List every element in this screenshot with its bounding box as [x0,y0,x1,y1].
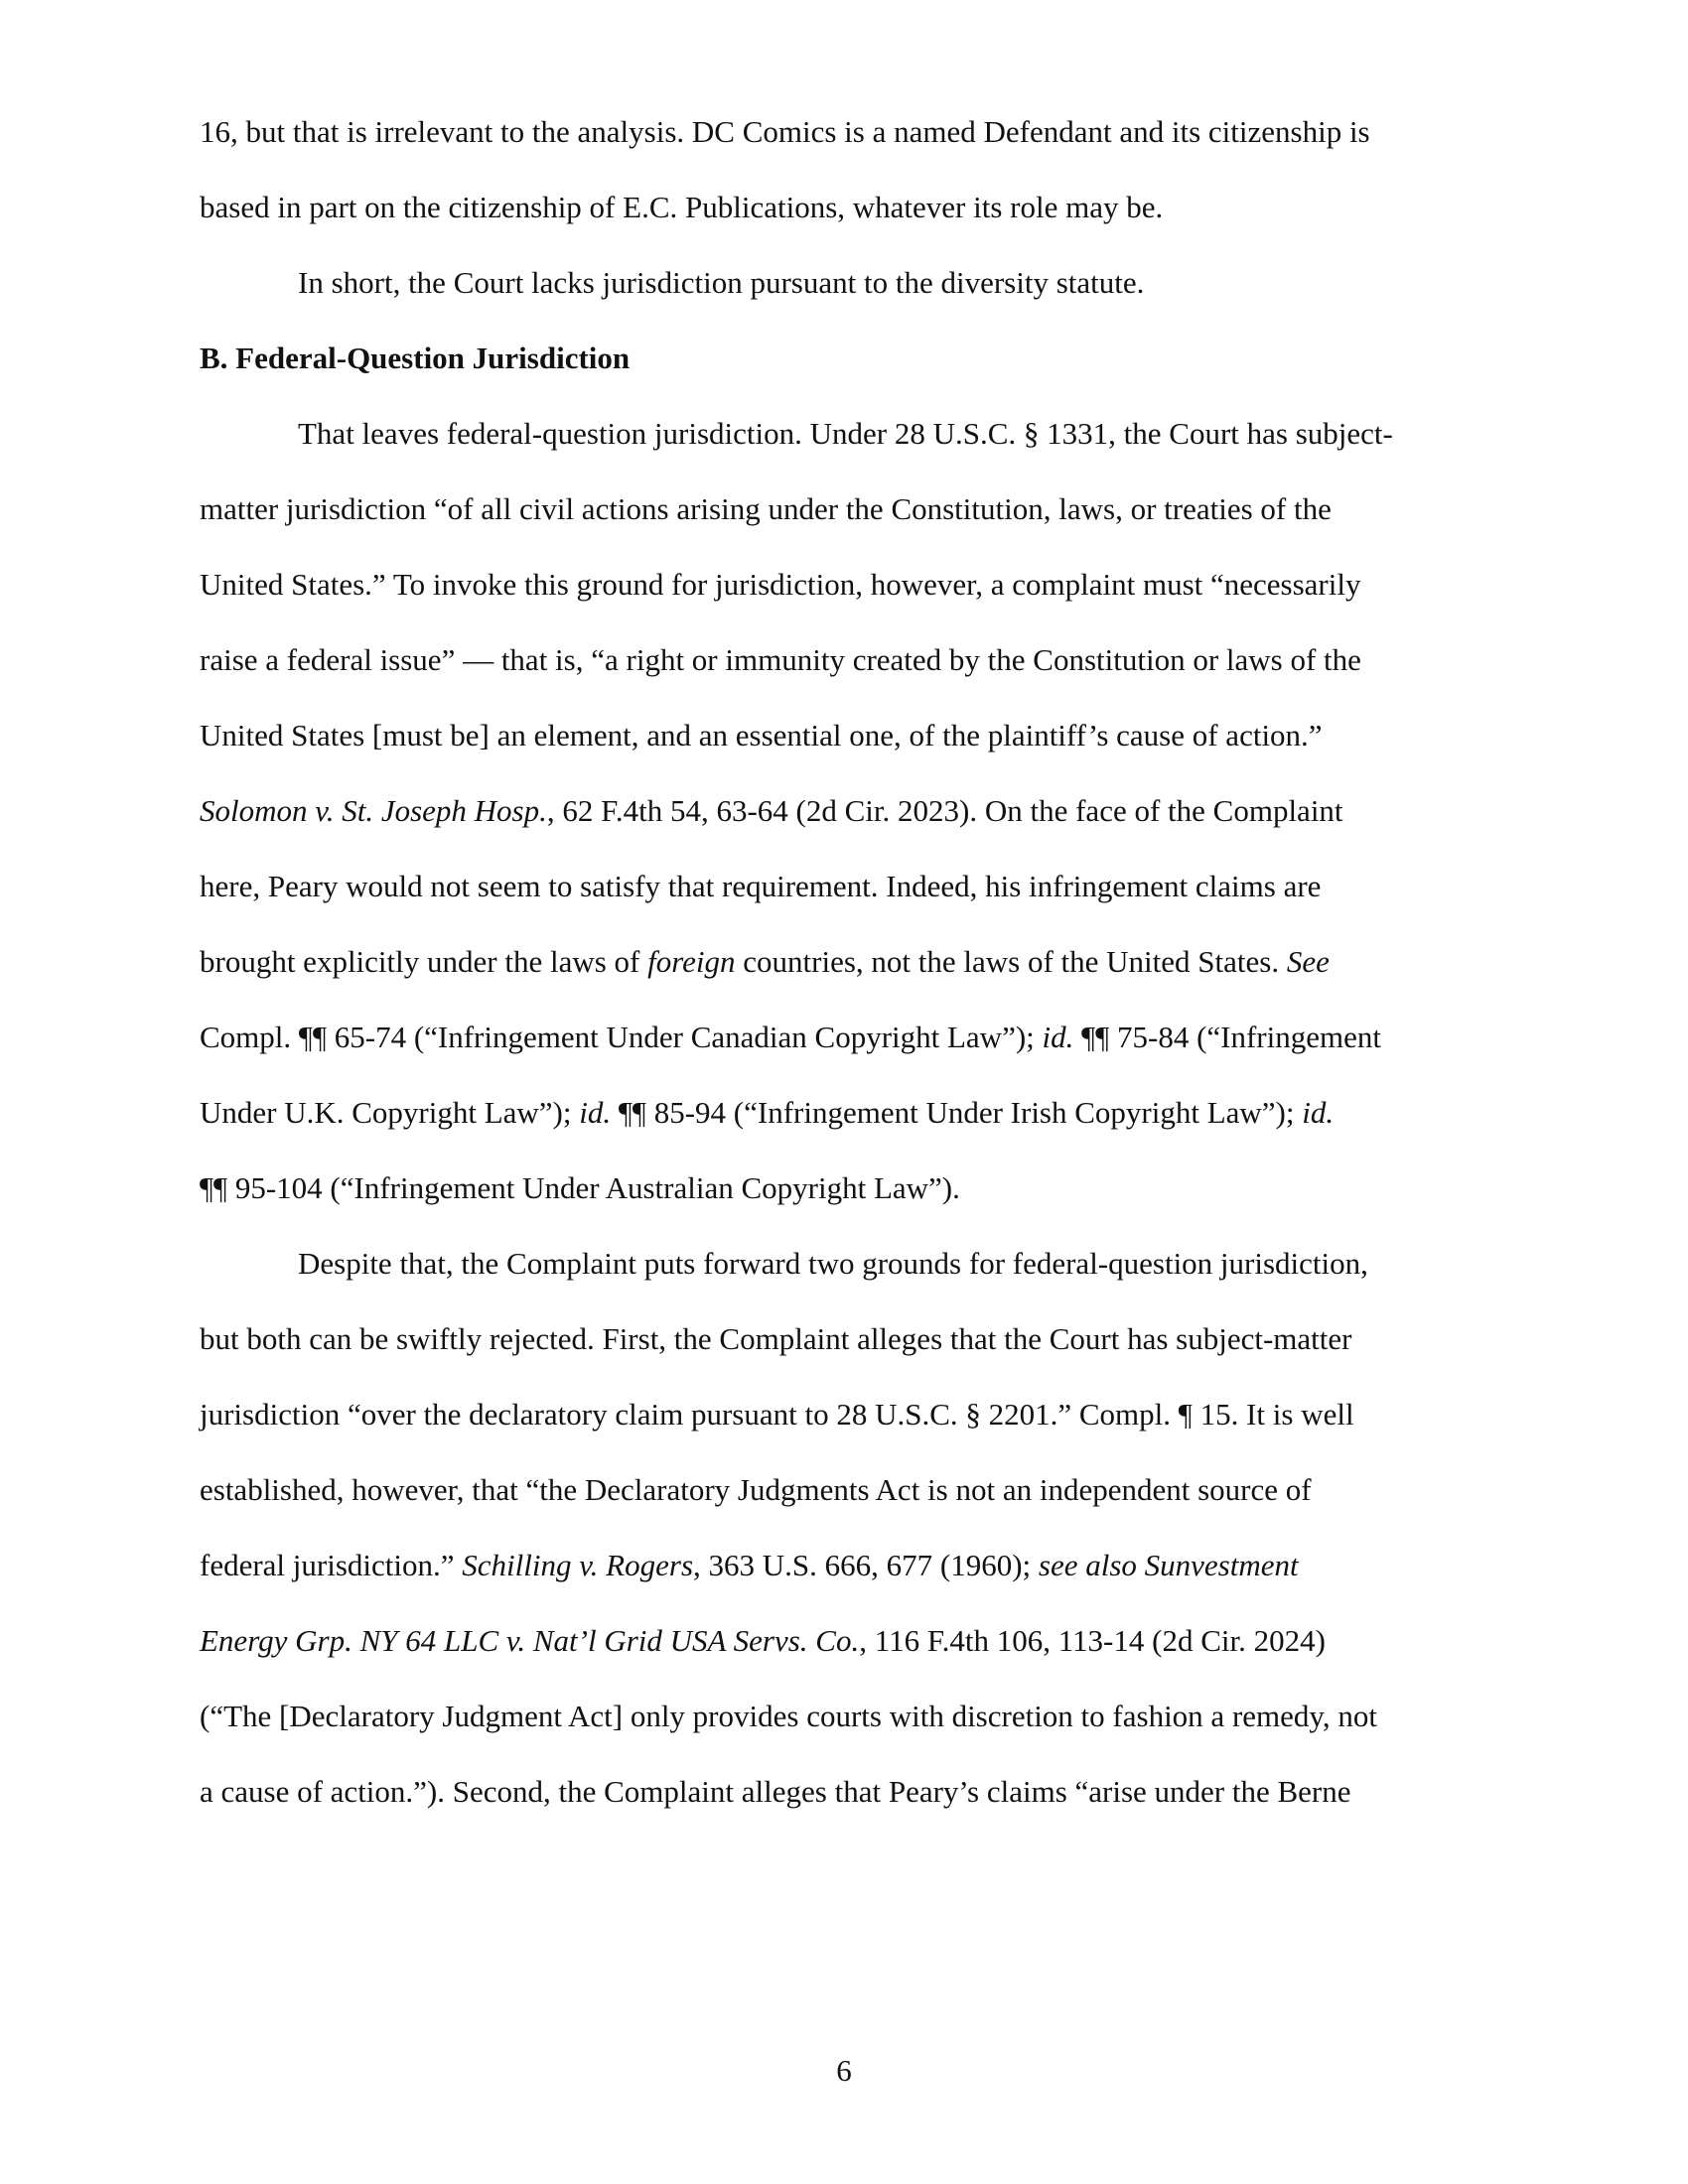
text-segment: here, Peary would not seem to satisfy that requirement. Indeed, his infringement claims are [200,869,1322,903]
text-line [200,1679,1377,1754]
text-segment: United States.” To invoke this ground for jurisdiction, however, a complaint must “necessarily [200,567,1361,602]
text-segment: ¶¶ 85-94 (“Infringement Under Irish Copyright Law”); [611,1095,1303,1130]
text-segment: , 62 F.4th 54, 63-64 (2d Cir. 2023). On the face of the Complaint [546,793,1343,828]
text-line [200,94,1370,170]
text-line [200,1000,1381,1075]
italic-text-segment: Solomon v. St. Joseph Hosp. [200,793,547,828]
text-line [200,1528,1299,1603]
text-line [200,1754,1351,1830]
text-line [298,396,1393,472]
text-segment: a cause of action.”). Second, the Complaint alleges that Peary’s claims “arise under the Berne [200,1774,1351,1809]
text-line [298,1226,1368,1301]
text-line [200,1452,1312,1528]
text-line [200,924,1330,1000]
italic-text-segment: id. [579,1095,612,1130]
italic-text-segment: See [1286,944,1330,979]
italic-text-segment: id. [1302,1095,1335,1130]
text-segment: countries, not the laws of the United States. [735,944,1287,979]
text-segment: federal jurisdiction.” [200,1548,463,1582]
page-number: 6 [836,2053,852,2088]
text-segment: based in part on the citizenship of E.C. Publications, whatever its role may be. [200,190,1164,224]
section-heading [200,321,630,396]
italic-text-segment: Schilling v. Rogers [462,1548,694,1582]
text-segment: B. Federal-Question Jurisdiction [200,341,631,375]
text-segment: In short, the Court lacks jurisdiction pursuant to the diversity statute. [298,265,1145,300]
text-line [200,170,1163,245]
text-segment: but both can be swiftly rejected. First, the Complaint alleges that the Court has subject-matter [200,1321,1352,1356]
text-segment: 16, but that is irrelevant to the analysis. DC Comics is a named Defendant and its citizenship is [200,114,1370,149]
text-line [200,1075,1334,1151]
text-segment: Compl. ¶¶ 65-74 (“Infringement Under Canadian Copyright Law”); [200,1020,1043,1054]
text-line [200,849,1321,924]
text-segment: Despite that, the Complaint puts forward two grounds for federal-question jurisdiction, [298,1246,1368,1281]
italic-text-segment: Energy Grp. NY 64 LLC v. Nat’l Grid USA Servs. Co. [200,1623,860,1658]
text-line [200,1377,1354,1452]
text-segment: Under U.K. Copyright Law”); [200,1095,580,1130]
text-segment: , 363 U.S. 666, 677 (1960); [693,1548,1039,1582]
text-segment: ¶¶ 95-104 (“Infringement Under Australian Copyright Law”). [200,1170,960,1205]
text-line [298,245,1144,321]
text-segment: United States [must be] an element, and an essential one, of the plaintiff’s cause of action.” [200,718,1323,752]
text-line [200,1301,1352,1377]
text-line [200,698,1323,773]
text-segment: matter jurisdiction “of all civil actions arising under the Constitution, laws, or treaties of the [200,491,1332,526]
italic-text-segment: foreign [647,944,736,979]
text-segment: raise a federal issue” — that is, “a right or immunity created by the Constitution or laws of the [200,642,1361,677]
text-segment: brought explicitly under the laws of [200,944,648,979]
text-segment: ¶¶ 75-84 (“Infringement [1073,1020,1381,1054]
text-line [200,1603,1326,1679]
text-segment: established, however, that “the Declaratory Judgments Act is not an independent source of [200,1472,1312,1507]
text-line [200,1151,960,1226]
text-line [200,472,1332,547]
text-segment: , 116 F.4th 106, 113-14 (2d Cir. 2024) [859,1623,1326,1658]
text-segment: jurisdiction “over the declaratory claim pursuant to 28 U.S.C. § 2201.” Compl. ¶ 15. It is well [200,1397,1354,1432]
italic-text-segment: id. [1042,1020,1074,1054]
text-line [200,622,1361,698]
italic-text-segment: see also Sunvestment [1038,1548,1299,1582]
text-line [200,773,1343,849]
text-line [200,547,1360,622]
text-segment: That leaves federal-question jurisdiction. Under 28 U.S.C. § 1331, the Court has subject- [298,416,1393,451]
text-segment: (“The [Declaratory Judgment Act] only provides courts with discretion to fashion a remedy, not [200,1699,1377,1733]
